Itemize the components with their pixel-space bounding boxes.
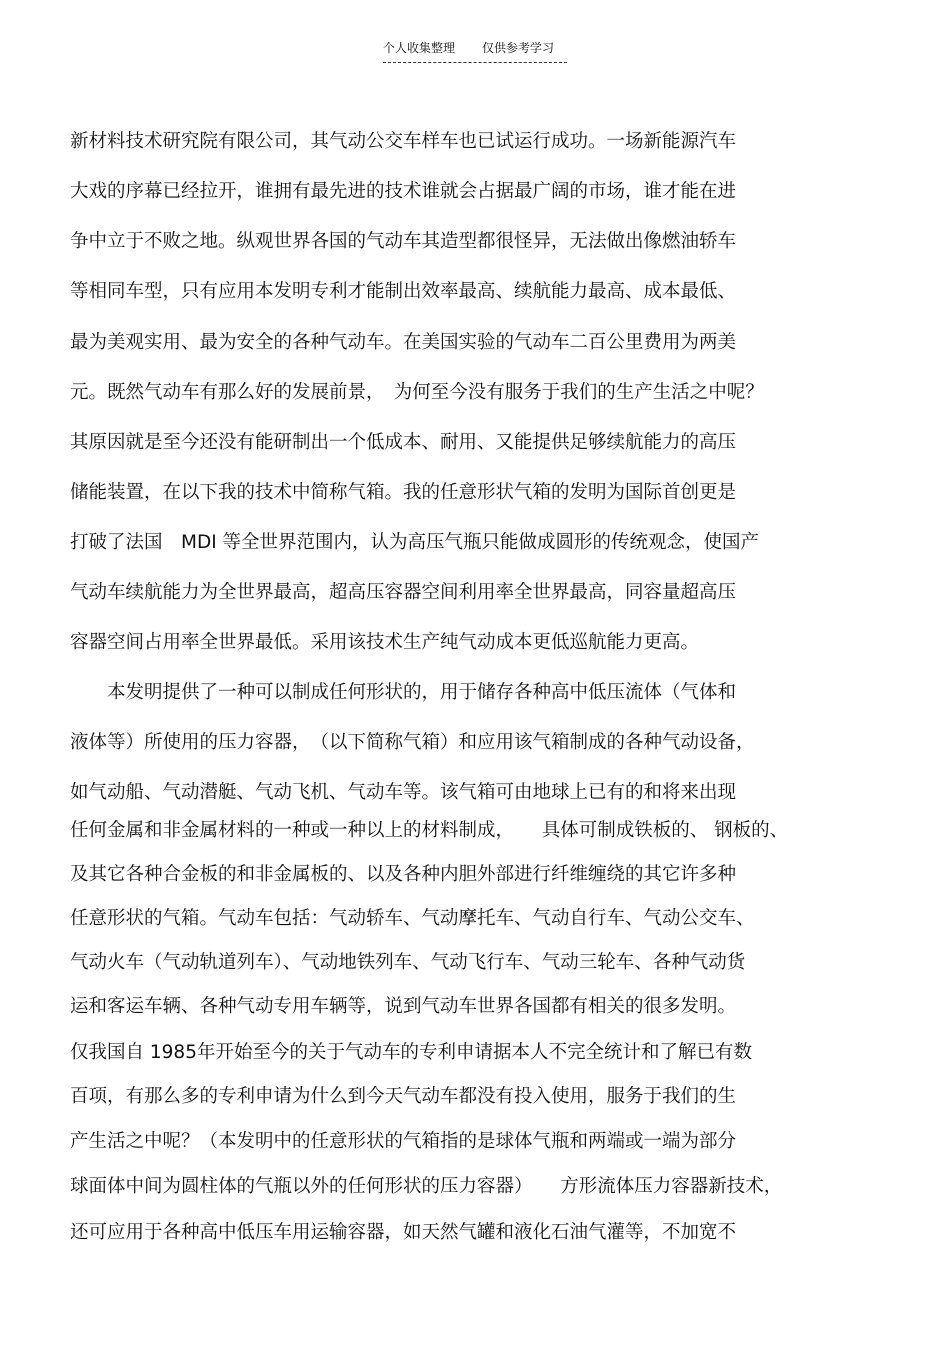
text-line: 新材料技术研究院有限公司，其气动公交车样车也已试运行成功。一场新能源汽车: [70, 131, 737, 152]
header-left-text: 个人收集整理: [383, 41, 456, 55]
text-line: 本发明提供了一种可以制成任何形状的，用于储存各种高中低压流体（气体和: [70, 682, 737, 703]
text-line: 任何金属和非金属材料的一种或一种以上的材料制成， 具体可制成铁板的、 钢板的、: [70, 820, 789, 841]
text-line: 液体等）所使用的压力容器， （以下简称气箱）和应用该气箱制成的各种气动设备，: [70, 732, 755, 753]
text-line: 任意形状的气箱。气动车包括：气动轿车、气动摩托车、气动自行车、气动公交车、: [70, 908, 755, 929]
text-line: 运和客运车辆、各种气动专用车辆等，说到气动车世界各国都有相关的很多发明。: [70, 996, 737, 1017]
header-right-text: 仅供参考学习: [482, 41, 555, 55]
text-line: 还可应用于各种高中低压车用运输容器，如天然气罐和液化石油气灌等，不加宽不: [70, 1222, 737, 1243]
text-line: 大戏的序幕已经拉开，谁拥有最先进的技术谁就会占据最广阔的市场，谁才能在进: [70, 181, 737, 202]
text-line: 最为美观实用、最为安全的各种气动车。在美国实验的气动车二百公里费用为两美: [70, 332, 737, 353]
text-line: 其原因就是至今还没有能研制出一个低成本、耐用、又能提供足够续航能力的高压: [70, 432, 737, 453]
text-line: 气动车续航能力为全世界最高，超高压容器空间利用率全世界最高，同容量超高压: [70, 582, 737, 603]
text-line: 如气动船、气动潜艇、气动飞机、气动车等。该气箱可由地球上已有的和将来出现: [70, 782, 737, 803]
text-line: 球面体中间为圆柱体的气瓶以外的任何形状的压力容器） 方形流体压力容器新技术，: [70, 1176, 783, 1197]
text-line: 元。既然气动车有那么好的发展前景， 为何至今没有服务于我们的生产生活之中呢？: [70, 382, 764, 403]
text-line: 产生活之中呢？（本发明中的任意形状的气箱指的是球体气瓶和两端或一端为部分: [70, 1131, 737, 1152]
text-line: 及其它各种合金板的和非金属板的、以及各种内胆外部进行纤维缠绕的其它许多种: [70, 864, 737, 885]
text-line: 打破了法国 MDI 等全世界范围内，认为高压气瓶只能做成圆形的传统观念，使国产: [70, 532, 760, 553]
text-line: 储能装置，在以下我的技术中简称气箱。我的任意形状气箱的发明为国际首创更是: [70, 482, 737, 503]
text-line: 容器空间占用率全世界最低。采用该技术生产纯气动成本更低巡航能力更高。: [70, 632, 700, 653]
text-line: 仅我国自 1985年开始至今的关于气动车的专利申请据本人不完全统计和了解已有数: [70, 1042, 752, 1063]
text-line: 等相同车型，只有应用本发明专利才能制出效率最高、续航能力最高、成本最低、: [70, 281, 737, 302]
text-line: 气动火车（气动轨道列车）、气动地铁列车、气动飞行车、气动三轮车、各种气动货: [70, 952, 746, 973]
text-line: 争中立于不败之地。纵观世界各国的气动车其造型都很怪异，无法做出像燃油轿车: [70, 231, 737, 252]
text-line: 百项，有那么多的专利申请为什么到今天气动车都没有投入使用，服务于我们的生: [70, 1086, 737, 1107]
